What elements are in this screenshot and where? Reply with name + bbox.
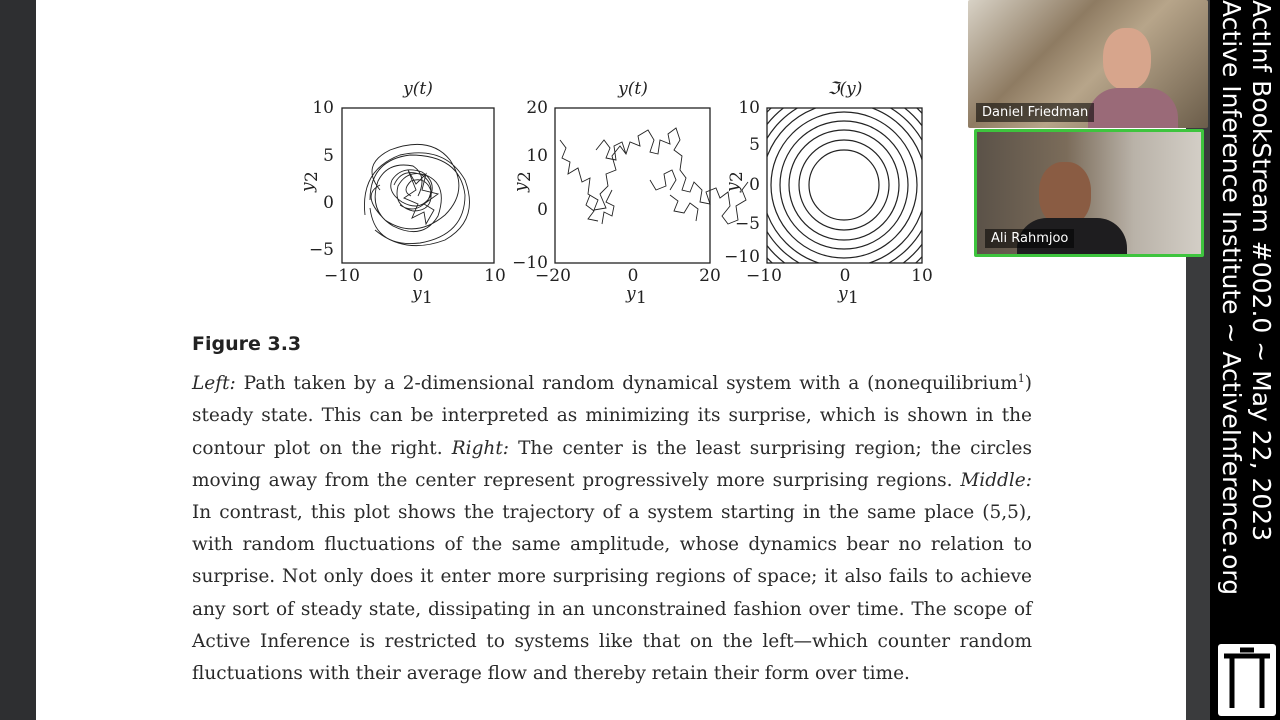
y-tick-label: −10 [724,247,760,267]
x-tick-label: −20 [535,266,571,286]
x-tick-label: 10 [484,266,506,286]
y-tick-label: 0 [537,200,548,220]
banner-text [1212,0,1276,640]
institute-logo [1218,644,1276,716]
caption-body [192,363,1032,690]
y-tick-label: 20 [526,98,548,118]
banner-line-2: Active Inference Institute ~ ActiveInference.org [1217,0,1246,596]
participant-face [1103,28,1151,90]
y-axis-label: y [723,182,743,192]
plot-frame [342,108,494,263]
banner-line-1: ActInf BookStream #002.0 ~ May 22, 2023 [1247,0,1276,542]
y-tick-label: 0 [323,193,334,213]
panel-title: y(t) [618,79,648,99]
participant-shirt [1088,88,1178,128]
x-tick-label: 0 [412,266,424,286]
x-tick-label: 0 [627,266,639,286]
video-tile-ali[interactable] [974,129,1204,257]
y-axis-subscript: 2 [515,171,535,182]
x-axis-label: y [626,284,636,304]
y-tick-label: 5 [749,135,760,155]
participant-name: Ali Rahmjoo [985,229,1074,248]
caption-right-label: Right: [451,437,509,459]
participant-face [1039,162,1091,226]
y-tick-label: −5 [308,240,334,260]
caption-text: Path taken by a 2-dimensional random dynamical system with a (nonequilibrium [235,373,1018,395]
caption-text: In contrast, this plot shows the trajectory of a system starting in the same place (5,5), with random fluctuations of the same amplitude, whose dynamics bear no relation to surprise. Not only does it enter more surprising regions of space; it also fails to achieve any sort of steady state, dissipating in an unconstrained fashion over time. The scope of Active Inference is restricted to systems like that on the left—which counter random fluctuations with their average flow and thereby retain their form over time. [192,501,1032,684]
y-tick-label: 10 [738,98,760,118]
x-tick-label: −10 [324,266,360,286]
figure-caption [192,333,1032,690]
x-axis-subscript: 1 [848,288,859,308]
panel-middle [511,79,748,308]
x-tick-label: 20 [699,266,721,286]
x-axis-label: y [412,284,422,304]
participant-name: Daniel Friedman [976,103,1094,122]
x-axis-subscript: 1 [636,288,647,308]
y-tick-label: 10 [526,146,548,166]
x-tick-label: −10 [746,266,782,286]
y-axis-label: y [298,182,318,192]
footnote-marker: 1 [1017,372,1025,385]
y-tick-label: 5 [323,146,334,166]
trajectory-path [364,144,469,245]
x-axis-subscript: 1 [422,288,433,308]
video-tile-daniel[interactable] [968,0,1208,128]
y-axis-label: y [511,182,531,192]
panel-title: y(t) [403,79,433,99]
figure-panels [0,0,960,320]
caption-left-label: Left: [192,373,236,395]
y-tick-label: −5 [734,214,760,234]
caption-middle-label: Middle: [960,469,1032,491]
x-axis-label: y [838,284,848,304]
x-tick-label: 10 [911,266,933,286]
trajectory-path [560,128,748,224]
caption-text: ) steady state. This can be interpreted as minimizing its surprise, which is shown in the contour plot on the right. [192,373,1032,459]
x-tick-label: 0 [839,266,851,286]
caption-text: The center is the least surprising region; the circles moving away from the center represent progressively more surprising regions. [192,437,1032,491]
panel-title: ℑ(y) [827,79,863,99]
panel-right [723,79,950,308]
y-tick-label: −10 [512,253,548,273]
plot-frame [555,108,710,263]
y-axis-subscript: 2 [727,171,747,182]
figure-title: Figure 3.3 [192,333,302,355]
contour-circles [738,79,950,291]
y-axis-subscript: 2 [302,171,322,182]
y-tick-label: 0 [749,175,760,195]
panel-left [298,79,506,308]
y-tick-label: 10 [312,98,334,118]
